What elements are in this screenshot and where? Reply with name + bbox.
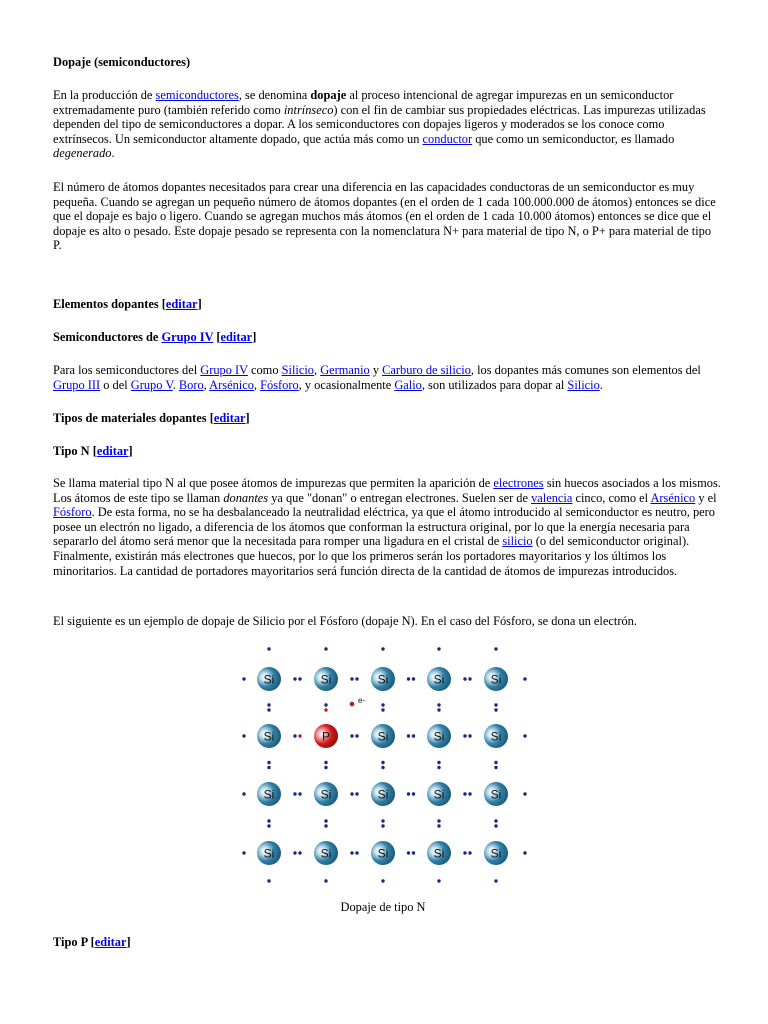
bond-electron-dot bbox=[324, 761, 327, 764]
bond-electron-dot bbox=[355, 734, 358, 737]
heading-text: Elementos dopantes bbox=[53, 297, 159, 311]
bond-electron-dot bbox=[350, 677, 353, 680]
bond-electron-dot bbox=[494, 819, 497, 822]
inline-link[interactable]: electrones bbox=[493, 476, 544, 490]
bond-electron-dot bbox=[407, 677, 410, 680]
bond-electron-dot bbox=[437, 703, 440, 706]
atom-label-si: Si bbox=[263, 672, 275, 687]
bond-electron-dot bbox=[412, 851, 415, 854]
edit-link-tipos[interactable]: editar bbox=[213, 411, 246, 425]
heading-tipos-materiales: Tipos de materiales dopantes [editar] bbox=[53, 411, 250, 425]
bond-electron-dot bbox=[267, 703, 270, 706]
bond-electron-dot bbox=[298, 677, 301, 680]
bond-electron-dot bbox=[242, 792, 245, 795]
page-title: Dopaje (semiconductores) bbox=[53, 55, 191, 69]
edit-link-tipo-p[interactable]: editar bbox=[94, 935, 127, 949]
bond-electron-dot bbox=[324, 708, 327, 711]
heading-text: Tipo P bbox=[53, 935, 88, 949]
atom-label-si: Si bbox=[320, 787, 332, 802]
bond-electron-dot bbox=[412, 677, 415, 680]
bond-electron-dot bbox=[293, 792, 296, 795]
inline-link[interactable]: Silicio bbox=[567, 377, 600, 392]
bold-term: dopaje bbox=[310, 88, 347, 102]
bond-electron-dot bbox=[267, 824, 270, 827]
bond-electron-dot bbox=[523, 851, 526, 854]
bond-electron-dot bbox=[494, 703, 497, 706]
bond-electron-dot bbox=[298, 792, 301, 795]
atom-label-si: Si bbox=[377, 729, 389, 744]
bond-electron-dot bbox=[324, 819, 327, 822]
heading-text: Tipo N bbox=[53, 444, 90, 458]
bond-electron-dot bbox=[242, 734, 245, 737]
bond-electron-dot bbox=[293, 677, 296, 680]
bond-electron-dot bbox=[350, 851, 353, 854]
atom-label-si: Si bbox=[433, 672, 445, 687]
inline-link[interactable]: Arsénico bbox=[209, 377, 254, 392]
bond-electron-dot bbox=[407, 734, 410, 737]
heading-elementos-dopantes: Elementos dopantes [editar] bbox=[53, 297, 202, 311]
bond-electron-dot bbox=[242, 677, 245, 680]
bond-electron-dot bbox=[267, 766, 270, 769]
example-paragraph: El siguiente es un ejemplo de dopaje de Silicio por el Fósforo (dopaje N). En el caso del Fósforo, se dona un electrón. bbox=[53, 614, 637, 628]
atom-label-si: Si bbox=[263, 787, 275, 802]
bond-electron-dot bbox=[324, 824, 327, 827]
bond-electron-dot bbox=[463, 792, 466, 795]
figure-caption: Dopaje de tipo N bbox=[340, 900, 426, 914]
bond-electron-dot bbox=[437, 761, 440, 764]
bond-electron-dot bbox=[293, 734, 296, 737]
bond-electron-dot bbox=[437, 879, 440, 882]
bond-electron-dot bbox=[293, 851, 296, 854]
bond-electron-dot bbox=[381, 879, 384, 882]
bond-electron-dot bbox=[381, 824, 384, 827]
free-electron bbox=[350, 702, 355, 707]
bond-electron-dot bbox=[412, 734, 415, 737]
atom-label-si: Si bbox=[377, 846, 389, 861]
inline-link[interactable]: Silicio bbox=[281, 363, 314, 377]
bond-electron-dot bbox=[267, 708, 270, 711]
italic-term: degenerado bbox=[53, 146, 112, 161]
bond-electron-dot bbox=[324, 703, 327, 706]
inline-link[interactable]: Galio bbox=[394, 377, 422, 392]
bond-electron-dot bbox=[494, 824, 497, 827]
bond-electron-dot bbox=[355, 677, 358, 680]
heading-text: Tipos de materiales dopantes bbox=[53, 411, 207, 425]
atom-label-si: Si bbox=[433, 787, 445, 802]
bond-electron-dot bbox=[468, 734, 471, 737]
bond-electron-dot bbox=[355, 792, 358, 795]
italic-term: intrínseco bbox=[283, 102, 334, 117]
atom-label-si: Si bbox=[320, 846, 332, 861]
n-doping-lattice-diagram bbox=[228, 636, 538, 890]
bond-electron-dot bbox=[437, 708, 440, 711]
inline-link[interactable]: Grupo III bbox=[53, 377, 101, 392]
inline-link[interactable]: Arsénico bbox=[650, 490, 696, 505]
bond-electron-dot bbox=[407, 851, 410, 854]
edit-link-grupo-iv[interactable]: editar bbox=[220, 330, 253, 344]
grupo-iv-paragraph: Para los semiconductores del Grupo IV como Silicio, Germanio y Carburo de silicio, los dopantes más comunes son elementos del Grupo III o del Grupo V. Boro, Arsénico, Fósforo, y ocasionalmente Galio, son utilizados para dopar al Silicio. bbox=[53, 363, 701, 392]
inline-link[interactable]: Fósforo bbox=[53, 505, 92, 520]
bond-electron-dot bbox=[381, 703, 384, 706]
bond-electron-dot bbox=[350, 792, 353, 795]
bond-electron-dot bbox=[412, 792, 415, 795]
bond-electron-dot bbox=[468, 677, 471, 680]
intro-paragraph: En la producción de semiconductores, se denomina dopaje al proceso intencional de agregar impurezas en un semiconductor extremadamente puro (también referido como intrínseco) con el fin de cambiar sus propiedades eléctricas. Las impurezas utilizadas dependen del tipo de semiconductores a dopar. A los semiconductores con dopajes ligeros y moderados se los conoce como extrínsecos. Un semiconductor altamente dopado, que actúa más como un conductor que como un semiconductor, es llamado degenerado. bbox=[53, 88, 706, 161]
atom-label-si: Si bbox=[377, 787, 389, 802]
bond-electron-dot bbox=[298, 851, 301, 854]
bond-electron-dot bbox=[494, 766, 497, 769]
free-electron-label: e- bbox=[358, 696, 366, 705]
bond-electron-dot bbox=[381, 766, 384, 769]
bond-electron-dot bbox=[523, 792, 526, 795]
bond-electron-dot bbox=[494, 761, 497, 764]
bond-electron-dot bbox=[407, 792, 410, 795]
bond-electron-dot bbox=[267, 879, 270, 882]
atom-label-si: Si bbox=[490, 787, 502, 802]
atom-label-si: Si bbox=[263, 846, 275, 861]
bond-electron-dot bbox=[350, 734, 353, 737]
edit-link-elementos[interactable]: editar bbox=[165, 297, 198, 311]
bond-electron-dot bbox=[523, 677, 526, 680]
bond-electron-dot bbox=[267, 647, 270, 650]
bond-electron-dot bbox=[355, 851, 358, 854]
bond-electron-dot bbox=[468, 851, 471, 854]
bond-electron-dot bbox=[494, 708, 497, 711]
atom-label-si: Si bbox=[490, 672, 502, 687]
bond-electron-dot bbox=[463, 734, 466, 737]
bond-electron-dot bbox=[463, 677, 466, 680]
atom-label-si: Si bbox=[490, 846, 502, 861]
atom-label-si: Si bbox=[377, 672, 389, 687]
doping-level-paragraph: El número de átomos dopantes necesitados para crear una diferencia en las capacidades conductoras de un semiconductor es muy pequeña. Cuando se agregan un pequeño número de átomos dopantes (en el orden de 1 cada 100.000.000 de átomos) entonces se dice que el dopaje es bajo o ligero. Cuando se agregan muchos más átomos (en el orden de 1 cada 10.000 átomos) entonces se dice que el dopaje es alto o pesado. Este dopaje pesado se representa con la nomenclatura N+ para material de tipo N, o P+ para material de tipo P. bbox=[53, 180, 716, 253]
atom-label-si: Si bbox=[433, 729, 445, 744]
bond-electron-dot bbox=[242, 851, 245, 854]
bond-electron-dot bbox=[437, 819, 440, 822]
atom-label-p: P bbox=[321, 729, 331, 744]
bond-electron-dot bbox=[463, 851, 466, 854]
bond-electron-dot bbox=[381, 761, 384, 764]
bond-electron-dot bbox=[437, 766, 440, 769]
bond-electron-dot bbox=[298, 734, 301, 737]
inline-link[interactable]: Grupo IV bbox=[200, 363, 248, 377]
heading-tipo-p: Tipo P [editar] bbox=[53, 935, 131, 949]
heading-text: Semiconductores de bbox=[53, 330, 162, 344]
inline-link[interactable]: Carburo de silicio bbox=[382, 363, 471, 377]
link-grupo-iv-heading[interactable]: Grupo IV bbox=[161, 330, 214, 344]
bond-electron-dot bbox=[494, 647, 497, 650]
bond-electron-dot bbox=[381, 708, 384, 711]
inline-link[interactable]: silicio bbox=[502, 534, 533, 549]
atom-label-si: Si bbox=[490, 729, 502, 744]
bond-electron-dot bbox=[468, 792, 471, 795]
inline-link[interactable]: valencia bbox=[531, 490, 573, 505]
bond-electron-dot bbox=[381, 647, 384, 650]
bond-electron-dot bbox=[324, 647, 327, 650]
bond-electron-dot bbox=[494, 879, 497, 882]
inline-link[interactable]: Boro bbox=[178, 377, 204, 392]
heading-tipo-n: Tipo N [editar] bbox=[53, 444, 133, 458]
tipo-n-paragraph: Se llama material tipo N al que posee átomos de impurezas que permiten la aparición de electrones sin huecos asociados a los mismos. Los átomos de este tipo se llaman donantes ya que "donan" o entregan electrones. Suelen ser de valencia cinco, como el Arsénico y el Fósforo. De esta forma, no se ha desbalanceado la neutralidad eléctrica, ya que el átomo introducido al semiconductor es neutro, pero posee un electrón no ligado, a diferencia de los átomos que conforman la estructura original, por lo que la energía necesaria para separarlo del átomo será menor que la necesitada para romper una ligadura en el cristal de silicio (o del semiconductor original). Finalmente, existirán más electrones que huecos, por lo que los primeros serán los portadores mayoritarios y los últimos los minoritarios. La cantidad de portadores mayoritarios será función directa de la cantidad de átomos de impurezas introducidos. bbox=[53, 476, 721, 578]
atom-label-si: Si bbox=[263, 729, 275, 744]
bond-electron-dot bbox=[381, 819, 384, 822]
bond-electron-dot bbox=[437, 647, 440, 650]
italic-term: donantes bbox=[223, 490, 269, 505]
atom-label-si: Si bbox=[320, 672, 332, 687]
bond-electron-dot bbox=[324, 766, 327, 769]
bond-electron-dot bbox=[324, 879, 327, 882]
bond-electron-dot bbox=[523, 734, 526, 737]
inline-link[interactable]: conductor bbox=[422, 131, 473, 146]
inline-link[interactable]: Grupo V bbox=[130, 377, 173, 392]
edit-link-tipo-n[interactable]: editar bbox=[96, 444, 129, 458]
atom-label-si: Si bbox=[433, 846, 445, 861]
heading-grupo-iv: Semiconductores de Grupo IV [editar] bbox=[53, 330, 257, 344]
inline-link[interactable]: Fósforo bbox=[260, 377, 299, 392]
inline-link[interactable]: semiconductores bbox=[155, 88, 239, 102]
inline-link[interactable]: Germanio bbox=[320, 363, 370, 377]
bond-electron-dot bbox=[267, 761, 270, 764]
bond-electron-dot bbox=[437, 824, 440, 827]
bond-electron-dot bbox=[267, 819, 270, 822]
